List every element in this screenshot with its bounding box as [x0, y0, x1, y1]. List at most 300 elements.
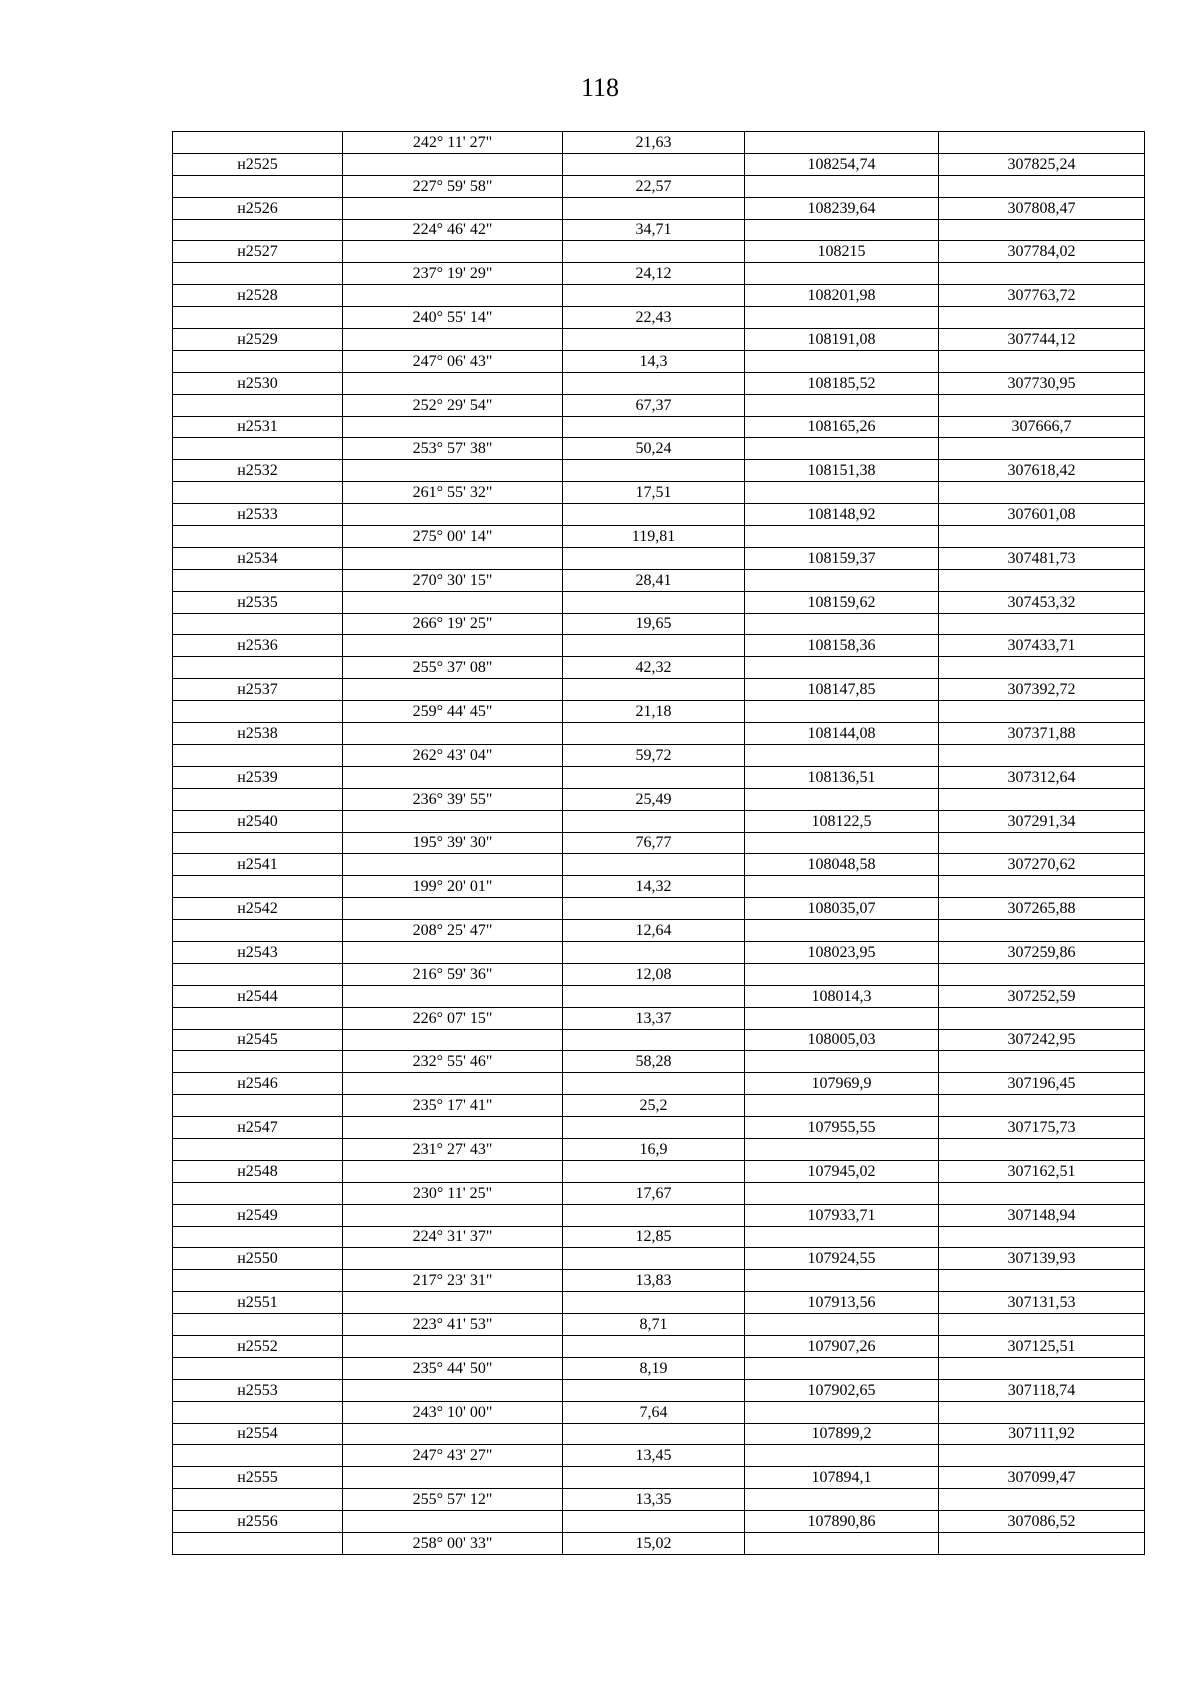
x-coordinate-cell	[745, 132, 939, 154]
table-row	[173, 963, 1145, 985]
point-cell: н2551	[173, 1292, 343, 1314]
angle-cell	[343, 1160, 563, 1182]
angle-cell	[343, 460, 563, 482]
x-coordinate-cell	[745, 876, 939, 898]
x-coordinate-cell: 108023,95	[745, 941, 939, 963]
distance-cell: 34,71	[563, 219, 745, 241]
y-coordinate-cell	[939, 438, 1145, 460]
table-row	[173, 941, 1145, 963]
point-cell: н2542	[173, 898, 343, 920]
table-row	[173, 175, 1145, 197]
distance-cell	[563, 1073, 745, 1095]
y-coordinate-cell	[939, 1226, 1145, 1248]
table-row	[173, 810, 1145, 832]
x-coordinate-cell	[745, 482, 939, 504]
distance-cell: 42,32	[563, 657, 745, 679]
angle-cell: 270° 30' 15"	[343, 569, 563, 591]
y-coordinate-cell	[939, 744, 1145, 766]
point-cell: н2533	[173, 504, 343, 526]
table-row	[173, 1029, 1145, 1051]
point-cell	[173, 394, 343, 416]
x-coordinate-cell: 108215	[745, 241, 939, 263]
angle-cell	[343, 329, 563, 351]
point-cell	[173, 1226, 343, 1248]
point-cell: н2525	[173, 153, 343, 175]
y-coordinate-cell	[939, 1401, 1145, 1423]
y-coordinate-cell: 307139,93	[939, 1248, 1145, 1270]
distance-cell: 13,37	[563, 1007, 745, 1029]
angle-cell: 235° 17' 41"	[343, 1095, 563, 1117]
table-row	[173, 329, 1145, 351]
distance-cell: 25,49	[563, 788, 745, 810]
point-cell	[173, 701, 343, 723]
point-cell	[173, 219, 343, 241]
table-row	[173, 832, 1145, 854]
angle-cell	[343, 285, 563, 307]
table-row	[173, 1073, 1145, 1095]
y-coordinate-cell	[939, 613, 1145, 635]
angle-cell	[343, 941, 563, 963]
table-row	[173, 1445, 1145, 1467]
x-coordinate-cell: 108005,03	[745, 1029, 939, 1051]
x-coordinate-cell	[745, 920, 939, 942]
y-coordinate-cell: 307148,94	[939, 1204, 1145, 1226]
y-coordinate-cell	[939, 263, 1145, 285]
x-coordinate-cell	[745, 1314, 939, 1336]
y-coordinate-cell: 307125,51	[939, 1335, 1145, 1357]
y-coordinate-cell: 307111,92	[939, 1423, 1145, 1445]
x-coordinate-cell: 108201,98	[745, 285, 939, 307]
y-coordinate-cell	[939, 219, 1145, 241]
distance-cell	[563, 635, 745, 657]
table-row	[173, 898, 1145, 920]
y-coordinate-cell	[939, 1489, 1145, 1511]
y-coordinate-cell	[939, 920, 1145, 942]
angle-cell	[343, 1292, 563, 1314]
angle-cell	[343, 416, 563, 438]
point-cell	[173, 526, 343, 548]
table-row	[173, 547, 1145, 569]
point-cell: н2530	[173, 372, 343, 394]
table-row	[173, 854, 1145, 876]
x-coordinate-cell	[745, 1182, 939, 1204]
distance-cell: 22,43	[563, 307, 745, 329]
distance-cell: 76,77	[563, 832, 745, 854]
x-coordinate-cell	[745, 657, 939, 679]
point-cell	[173, 1357, 343, 1379]
angle-cell	[343, 1117, 563, 1139]
angle-cell: 235° 44' 50"	[343, 1357, 563, 1379]
point-cell: н2549	[173, 1204, 343, 1226]
angle-cell: 208° 25' 47"	[343, 920, 563, 942]
y-coordinate-cell	[939, 307, 1145, 329]
point-cell	[173, 1138, 343, 1160]
distance-cell: 8,71	[563, 1314, 745, 1336]
x-coordinate-cell	[745, 1138, 939, 1160]
y-coordinate-cell	[939, 350, 1145, 372]
x-coordinate-cell: 108185,52	[745, 372, 939, 394]
angle-cell: 253° 57' 38"	[343, 438, 563, 460]
angle-cell: 226° 07' 15"	[343, 1007, 563, 1029]
coordinates-table	[172, 131, 1145, 1555]
y-coordinate-cell: 307601,08	[939, 504, 1145, 526]
distance-cell	[563, 985, 745, 1007]
table-row	[173, 766, 1145, 788]
angle-cell	[343, 1204, 563, 1226]
x-coordinate-cell: 108144,08	[745, 723, 939, 745]
point-cell	[173, 963, 343, 985]
point-cell: н2550	[173, 1248, 343, 1270]
x-coordinate-cell: 107894,1	[745, 1467, 939, 1489]
x-coordinate-cell	[745, 175, 939, 197]
point-cell: н2539	[173, 766, 343, 788]
y-coordinate-cell: 307808,47	[939, 197, 1145, 219]
point-cell	[173, 1489, 343, 1511]
table-row	[173, 1095, 1145, 1117]
distance-cell	[563, 766, 745, 788]
table-row	[173, 241, 1145, 263]
x-coordinate-cell: 108151,38	[745, 460, 939, 482]
table-row	[173, 1423, 1145, 1445]
table-row	[173, 1379, 1145, 1401]
angle-cell: 223° 41' 53"	[343, 1314, 563, 1336]
table-row	[173, 132, 1145, 154]
y-coordinate-cell	[939, 657, 1145, 679]
x-coordinate-cell	[745, 613, 939, 635]
point-cell: н2555	[173, 1467, 343, 1489]
table-row	[173, 788, 1145, 810]
angle-cell: 258° 00' 33"	[343, 1533, 563, 1555]
angle-cell: 259° 44' 45"	[343, 701, 563, 723]
point-cell	[173, 1314, 343, 1336]
point-cell: н2536	[173, 635, 343, 657]
table-row	[173, 394, 1145, 416]
distance-cell	[563, 1117, 745, 1139]
distance-cell: 67,37	[563, 394, 745, 416]
distance-cell	[563, 1335, 745, 1357]
angle-cell: 224° 46' 42"	[343, 219, 563, 241]
table-row	[173, 285, 1145, 307]
point-cell: н2544	[173, 985, 343, 1007]
y-coordinate-cell: 307196,45	[939, 1073, 1145, 1095]
table-row	[173, 1467, 1145, 1489]
table-row	[173, 1314, 1145, 1336]
x-coordinate-cell: 108239,64	[745, 197, 939, 219]
table-row	[173, 1401, 1145, 1423]
angle-cell	[343, 898, 563, 920]
table-row	[173, 197, 1145, 219]
table-row	[173, 1335, 1145, 1357]
distance-cell	[563, 1467, 745, 1489]
point-cell	[173, 1401, 343, 1423]
angle-cell: 232° 55' 46"	[343, 1051, 563, 1073]
y-coordinate-cell	[939, 1007, 1145, 1029]
y-coordinate-cell: 307252,59	[939, 985, 1145, 1007]
table-row	[173, 1533, 1145, 1555]
angle-cell	[343, 591, 563, 613]
angle-cell	[343, 985, 563, 1007]
distance-cell	[563, 197, 745, 219]
angle-cell: 247° 43' 27"	[343, 1445, 563, 1467]
x-coordinate-cell: 107913,56	[745, 1292, 939, 1314]
distance-cell	[563, 153, 745, 175]
table-row	[173, 372, 1145, 394]
x-coordinate-cell	[745, 1445, 939, 1467]
table-row	[173, 1138, 1145, 1160]
angle-cell	[343, 1248, 563, 1270]
point-cell: н2529	[173, 329, 343, 351]
angle-cell: 227° 59' 58"	[343, 175, 563, 197]
y-coordinate-cell	[939, 394, 1145, 416]
point-cell: н2528	[173, 285, 343, 307]
distance-cell	[563, 1511, 745, 1533]
table-row	[173, 263, 1145, 285]
point-cell: н2535	[173, 591, 343, 613]
table-row	[173, 1357, 1145, 1379]
point-cell	[173, 1270, 343, 1292]
distance-cell: 15,02	[563, 1533, 745, 1555]
point-cell: н2538	[173, 723, 343, 745]
x-coordinate-cell	[745, 394, 939, 416]
table-row	[173, 920, 1145, 942]
x-coordinate-cell	[745, 963, 939, 985]
point-cell: н2534	[173, 547, 343, 569]
y-coordinate-cell: 307392,72	[939, 679, 1145, 701]
y-coordinate-cell: 307131,53	[939, 1292, 1145, 1314]
table-row	[173, 1051, 1145, 1073]
point-cell: н2548	[173, 1160, 343, 1182]
distance-cell	[563, 1160, 745, 1182]
x-coordinate-cell: 107899,2	[745, 1423, 939, 1445]
x-coordinate-cell	[745, 1095, 939, 1117]
y-coordinate-cell	[939, 1138, 1145, 1160]
distance-cell: 21,18	[563, 701, 745, 723]
table-row	[173, 1117, 1145, 1139]
y-coordinate-cell: 307118,74	[939, 1379, 1145, 1401]
angle-cell: 247° 06' 43"	[343, 350, 563, 372]
distance-cell	[563, 1248, 745, 1270]
point-cell: н2556	[173, 1511, 343, 1533]
angle-cell	[343, 1029, 563, 1051]
table-row	[173, 985, 1145, 1007]
table-row	[173, 307, 1145, 329]
y-coordinate-cell: 307175,73	[939, 1117, 1145, 1139]
table-row	[173, 1292, 1145, 1314]
y-coordinate-cell	[939, 1095, 1145, 1117]
distance-cell	[563, 679, 745, 701]
point-cell	[173, 1007, 343, 1029]
x-coordinate-cell	[745, 1007, 939, 1029]
distance-cell	[563, 1379, 745, 1401]
distance-cell	[563, 504, 745, 526]
y-coordinate-cell	[939, 1182, 1145, 1204]
angle-cell	[343, 810, 563, 832]
table-row	[173, 1511, 1145, 1533]
y-coordinate-cell: 307242,95	[939, 1029, 1145, 1051]
x-coordinate-cell	[745, 1051, 939, 1073]
point-cell	[173, 569, 343, 591]
point-cell	[173, 175, 343, 197]
point-cell: н2527	[173, 241, 343, 263]
distance-cell	[563, 241, 745, 263]
y-coordinate-cell: 307744,12	[939, 329, 1145, 351]
y-coordinate-cell: 307453,32	[939, 591, 1145, 613]
distance-cell: 58,28	[563, 1051, 745, 1073]
distance-cell	[563, 1292, 745, 1314]
coordinates-table-body	[173, 132, 1145, 1555]
distance-cell: 13,35	[563, 1489, 745, 1511]
distance-cell: 50,24	[563, 438, 745, 460]
y-coordinate-cell	[939, 569, 1145, 591]
x-coordinate-cell: 108159,62	[745, 591, 939, 613]
point-cell	[173, 744, 343, 766]
y-coordinate-cell	[939, 1357, 1145, 1379]
distance-cell: 13,83	[563, 1270, 745, 1292]
point-cell	[173, 1445, 343, 1467]
point-cell: н2537	[173, 679, 343, 701]
point-cell: н2532	[173, 460, 343, 482]
angle-cell: 237° 19' 29"	[343, 263, 563, 285]
x-coordinate-cell: 108158,36	[745, 635, 939, 657]
point-cell	[173, 1182, 343, 1204]
distance-cell: 12,85	[563, 1226, 745, 1248]
point-cell: н2541	[173, 854, 343, 876]
point-cell	[173, 263, 343, 285]
point-cell: н2546	[173, 1073, 343, 1095]
distance-cell: 8,19	[563, 1357, 745, 1379]
table-row	[173, 526, 1145, 548]
angle-cell: 275° 00' 14"	[343, 526, 563, 548]
distance-cell: 16,9	[563, 1138, 745, 1160]
point-cell	[173, 350, 343, 372]
table-row	[173, 591, 1145, 613]
distance-cell: 25,2	[563, 1095, 745, 1117]
distance-cell: 22,57	[563, 175, 745, 197]
angle-cell: 236° 39' 55"	[343, 788, 563, 810]
angle-cell: 242° 11' 27"	[343, 132, 563, 154]
x-coordinate-cell	[745, 701, 939, 723]
y-coordinate-cell: 307291,34	[939, 810, 1145, 832]
distance-cell	[563, 416, 745, 438]
point-cell	[173, 920, 343, 942]
angle-cell	[343, 241, 563, 263]
point-cell	[173, 1533, 343, 1555]
x-coordinate-cell	[745, 1401, 939, 1423]
x-coordinate-cell: 107890,86	[745, 1511, 939, 1533]
x-coordinate-cell: 108035,07	[745, 898, 939, 920]
point-cell	[173, 613, 343, 635]
y-coordinate-cell	[939, 175, 1145, 197]
angle-cell: 199° 20' 01"	[343, 876, 563, 898]
distance-cell: 17,51	[563, 482, 745, 504]
table-row	[173, 1270, 1145, 1292]
table-row	[173, 438, 1145, 460]
angle-cell: 231° 27' 43"	[343, 1138, 563, 1160]
y-coordinate-cell	[939, 1051, 1145, 1073]
angle-cell	[343, 1511, 563, 1533]
angle-cell: 255° 37' 08"	[343, 657, 563, 679]
distance-cell	[563, 810, 745, 832]
table-row	[173, 723, 1145, 745]
point-cell	[173, 307, 343, 329]
angle-cell: 216° 59' 36"	[343, 963, 563, 985]
point-cell: н2545	[173, 1029, 343, 1051]
point-cell	[173, 132, 343, 154]
y-coordinate-cell	[939, 701, 1145, 723]
x-coordinate-cell	[745, 219, 939, 241]
table-row	[173, 219, 1145, 241]
distance-cell	[563, 329, 745, 351]
x-coordinate-cell: 108254,74	[745, 153, 939, 175]
table-row	[173, 504, 1145, 526]
angle-cell: 240° 55' 14"	[343, 307, 563, 329]
x-coordinate-cell	[745, 526, 939, 548]
x-coordinate-cell	[745, 263, 939, 285]
angle-cell: 261° 55' 32"	[343, 482, 563, 504]
y-coordinate-cell: 307099,47	[939, 1467, 1145, 1489]
point-cell: н2531	[173, 416, 343, 438]
y-coordinate-cell: 307481,73	[939, 547, 1145, 569]
distance-cell: 21,63	[563, 132, 745, 154]
table-row	[173, 416, 1145, 438]
y-coordinate-cell: 307259,86	[939, 941, 1145, 963]
y-coordinate-cell: 307086,52	[939, 1511, 1145, 1533]
angle-cell: 224° 31' 37"	[343, 1226, 563, 1248]
x-coordinate-cell	[745, 744, 939, 766]
point-cell: н2540	[173, 810, 343, 832]
angle-cell	[343, 547, 563, 569]
distance-cell	[563, 941, 745, 963]
table-row	[173, 744, 1145, 766]
x-coordinate-cell: 108147,85	[745, 679, 939, 701]
table-row	[173, 1007, 1145, 1029]
distance-cell	[563, 372, 745, 394]
angle-cell	[343, 723, 563, 745]
x-coordinate-cell	[745, 1489, 939, 1511]
distance-cell	[563, 1204, 745, 1226]
x-coordinate-cell	[745, 350, 939, 372]
distance-cell	[563, 1423, 745, 1445]
y-coordinate-cell	[939, 832, 1145, 854]
table-row	[173, 701, 1145, 723]
x-coordinate-cell	[745, 1270, 939, 1292]
y-coordinate-cell	[939, 963, 1145, 985]
page-number: 118	[580, 73, 620, 102]
y-coordinate-cell	[939, 526, 1145, 548]
angle-cell: 262° 43' 04"	[343, 744, 563, 766]
table-row	[173, 613, 1145, 635]
distance-cell: 17,67	[563, 1182, 745, 1204]
y-coordinate-cell: 307270,62	[939, 854, 1145, 876]
distance-cell: 12,08	[563, 963, 745, 985]
x-coordinate-cell: 108122,5	[745, 810, 939, 832]
distance-cell: 19,65	[563, 613, 745, 635]
distance-cell: 59,72	[563, 744, 745, 766]
angle-cell: 255° 57' 12"	[343, 1489, 563, 1511]
table-row	[173, 153, 1145, 175]
x-coordinate-cell: 108048,58	[745, 854, 939, 876]
table-row	[173, 569, 1145, 591]
point-cell: н2526	[173, 197, 343, 219]
table-row	[173, 1182, 1145, 1204]
angle-cell	[343, 504, 563, 526]
table-row	[173, 1248, 1145, 1270]
angle-cell	[343, 679, 563, 701]
point-cell	[173, 657, 343, 679]
angle-cell	[343, 635, 563, 657]
y-coordinate-cell: 307312,64	[939, 766, 1145, 788]
x-coordinate-cell	[745, 832, 939, 854]
